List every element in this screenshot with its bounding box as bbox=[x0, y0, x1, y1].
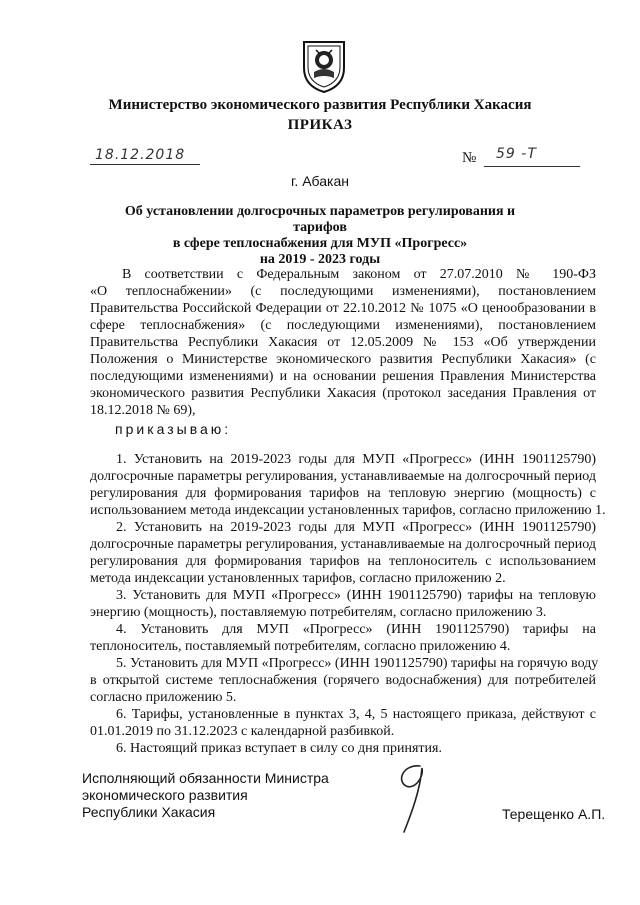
item-line: долгосрочные параметры регулирования, устанавливаемые на долгосрочный период bbox=[90, 469, 596, 484]
signer-name: Терещенко А.П. bbox=[502, 806, 606, 822]
preamble-line: Правительства Российской Федерации от 22.10.2012 № 1075 «О ценообразовании в bbox=[90, 301, 596, 316]
item-line: 6. Тарифы, установленные в пунктах 3, 4, 5 настоящего приказа, действуют с bbox=[116, 707, 596, 722]
date-underline bbox=[90, 164, 200, 165]
item-line: 4. Установить для МУП «Прогресс» (ИНН 1901125790) тарифы на bbox=[116, 622, 596, 637]
item-line: 01.01.2019 по 31.12.2023 с календарной разбивкой. bbox=[90, 724, 395, 739]
signer-position-line: экономического развития bbox=[82, 787, 248, 803]
order-date: 18.12.2018 bbox=[95, 147, 186, 163]
city: г. Абакан bbox=[291, 173, 349, 189]
preamble-line: «О теплоснабжении» (с последующими изменениями), постановлением bbox=[90, 284, 596, 299]
preamble-line: Положения о Министерстве экономического развития Республики Хакасия» (с bbox=[90, 352, 596, 367]
handwritten-signature bbox=[390, 760, 440, 836]
preamble-line: 18.12.2018 № 69), bbox=[90, 403, 196, 418]
preamble-line: сфере теплоснабжения» (с последующими изменениями), постановлением bbox=[90, 318, 596, 333]
item-line: в открытой системе теплоснабжения (горячего водоснабжения) для потребителей bbox=[90, 673, 596, 688]
preamble-line: В соответствии с Федеральным законом от 27.07.2010 № 190-ФЗ bbox=[122, 267, 596, 282]
item-line: долгосрочные параметры регулирования, устанавливаемые на долгосрочный период bbox=[90, 537, 596, 552]
preamble-line: Правительства Республики Хакасия от 12.05.2009 № 153 «Об утверждении bbox=[90, 335, 596, 350]
item-line: 6. Настоящий приказ вступает в силу со дня принятия. bbox=[116, 741, 442, 756]
item-line: метода индексации установленных тарифов, согласно приложению 2. bbox=[90, 571, 506, 586]
item-line: регулирования для формирования тарифов на теплоноситель с использованием bbox=[90, 554, 596, 569]
order-title: ПРИКАЗ bbox=[287, 117, 353, 133]
order-subject bbox=[110, 204, 530, 268]
order-number: 59 -Т bbox=[496, 146, 537, 162]
item-line: использованием метода индексации установленных тарифов, согласно приложению 1. bbox=[90, 503, 606, 518]
signer-position-line: Республики Хакасия bbox=[82, 804, 216, 820]
preamble-line: последующими изменениями) и на основании решения Правления Министерства bbox=[90, 369, 596, 384]
signer-position-line: Исполняющий обязанности Министра bbox=[82, 770, 329, 786]
subject-line: в сфере теплоснабжения для МУП «Прогресс» bbox=[172, 236, 468, 251]
decree-word: приказываю: bbox=[115, 421, 232, 437]
item-line: 5. Установить для МУП «Прогресс» (ИНН 1901125790) тарифы на горячую воду bbox=[116, 656, 599, 671]
order-number-label: № bbox=[462, 150, 477, 166]
item-line: регулирования для формирования тарифов на тепловую энергию (мощность) с bbox=[90, 486, 596, 501]
item-line: энергию (мощность), поставляемую потребителям, согласно приложению 3. bbox=[90, 605, 547, 620]
number-underline bbox=[484, 166, 580, 167]
item-line: согласно приложению 5. bbox=[90, 690, 237, 705]
item-line: теплоноситель, поставляемый потребителям, согласно приложению 4. bbox=[90, 639, 511, 654]
preamble-line: экономического развития Республики Хакасия (протокол заседания Правления от bbox=[90, 386, 596, 401]
item-line: 3. Установить для МУП «Прогресс» (ИНН 1901125790) тарифы на тепловую bbox=[116, 588, 596, 603]
subject-line: на 2019 - 2023 годы bbox=[259, 252, 381, 267]
item-line: 2. Установить на 2019-2023 годы для МУП «Прогресс» (ИНН 1901125790) bbox=[116, 520, 596, 535]
coat-of-arms-emblem bbox=[300, 38, 348, 94]
subject-line: Об установлении долгосрочных параметров регулирования и тарифов bbox=[124, 204, 516, 235]
item-line: 1. Установить на 2019-2023 годы для МУП «Прогресс» (ИНН 1901125790) bbox=[116, 452, 596, 467]
ministry-name: Министерство экономического развития Республики Хакасия bbox=[108, 97, 532, 113]
